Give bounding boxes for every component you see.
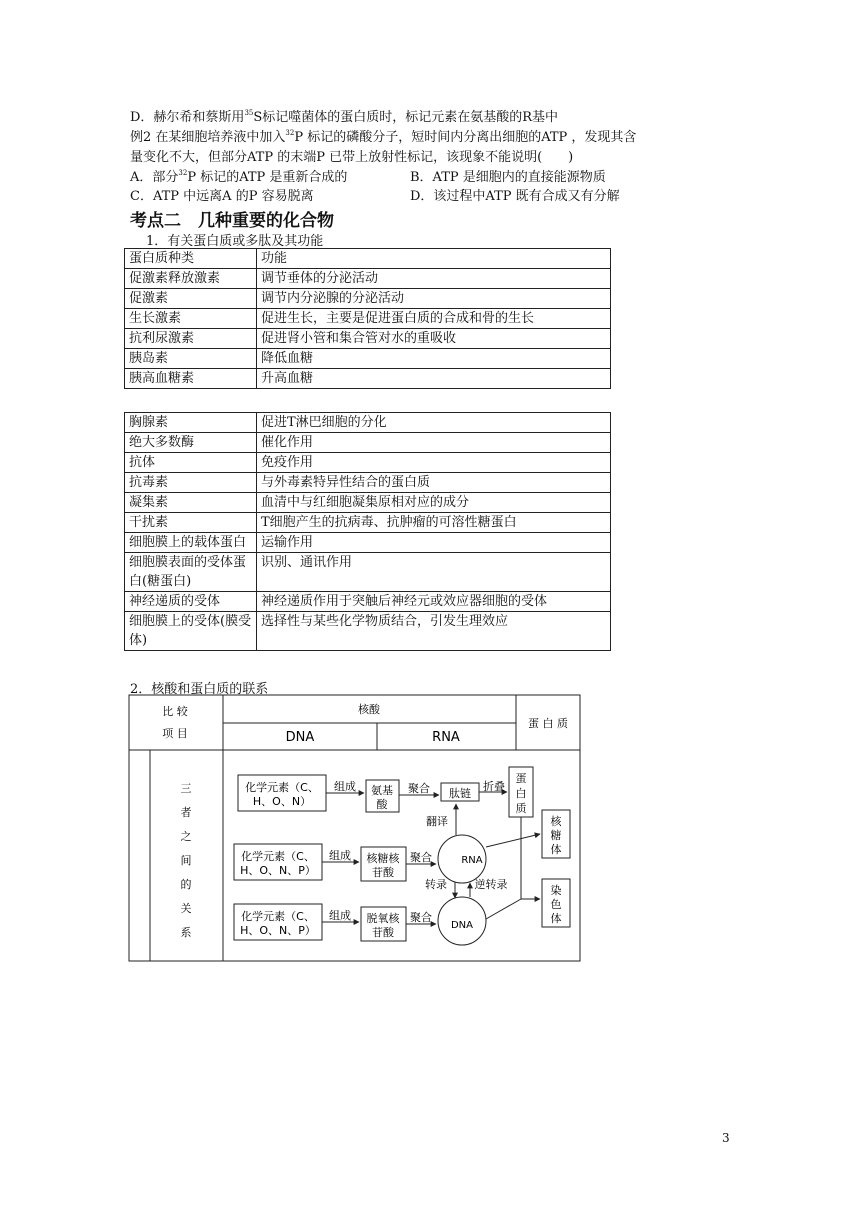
isotope-sup: 35 — [244, 109, 254, 117]
function-cell: 促进肾小管和集合管对水的重吸收 — [257, 329, 611, 349]
hdr-dna: DNA — [285, 730, 315, 745]
row2-elem-a: 化学元素（C、 — [241, 850, 315, 863]
protein-type-cell: 生长激素 — [125, 309, 257, 329]
hdr-compare-2: 项 目 — [162, 727, 188, 740]
table-row — [125, 309, 611, 329]
dna-label: DNA — [450, 920, 474, 931]
table-row — [125, 453, 611, 473]
table-row — [125, 553, 611, 592]
ribosome-char: 糖 — [550, 829, 562, 842]
row2-elem-b: H、O、N、P） — [240, 864, 316, 877]
protein-type-cell: 胰岛素 — [125, 349, 257, 369]
side-label-char: 者 — [180, 806, 192, 819]
table-row — [125, 513, 611, 533]
protein-type-cell: 绝大多数酶 — [125, 433, 257, 453]
function-cell: 促进T淋巴细胞的分化 — [257, 413, 611, 433]
protein-type-cell: 胸腺素 — [125, 413, 257, 433]
protein-char: 白 — [515, 787, 527, 800]
row1-elem-a: 化学元素（C、 — [245, 781, 319, 794]
section-title: 考点二 几种重要的化合物 — [130, 211, 334, 231]
chromosome-char: 色 — [550, 898, 562, 911]
row3-elem-b: H、O、N、P） — [240, 924, 316, 937]
hdr-rna: RNA — [432, 730, 460, 745]
rna-label: RNA — [461, 855, 483, 866]
reverse-label: 逆转录 — [474, 878, 508, 891]
protein-type-cell: 细胞膜上的载体蛋白 — [125, 533, 257, 553]
row3-elem-a: 化学元素（C、 — [241, 910, 315, 923]
subheading-2: 2．核酸和蛋白质的联系 — [130, 682, 269, 697]
protein-type-cell: 凝集素 — [125, 493, 257, 513]
option-b: B．ATP 是细胞内的直接能源物质 — [410, 170, 606, 185]
table-row — [125, 249, 611, 269]
protein-type-cell: 蛋白质种类 — [125, 249, 257, 269]
hdr-nucleic: 核酸 — [358, 703, 380, 716]
function-cell: 运输作用 — [257, 533, 611, 553]
function-cell: 催化作用 — [257, 433, 611, 453]
option-a — [130, 166, 347, 185]
chromosome-char: 体 — [550, 912, 562, 925]
function-cell: 与外毒素特异性结合的蛋白质 — [257, 473, 611, 493]
polymerize-label: 聚合 — [408, 782, 430, 795]
protein-type-cell: 促激素 — [125, 289, 257, 309]
compose-label: 组成 — [329, 849, 351, 862]
example2-line1 — [130, 126, 636, 145]
translate-label: 翻译 — [426, 815, 448, 828]
table-row — [125, 433, 611, 453]
question-d-text: D．赫尔希和蔡斯用 — [130, 110, 245, 125]
amino-b: 酸 — [376, 798, 388, 811]
function-cell: 识别、通讯作用 — [257, 553, 611, 592]
chromosome-char: 染 — [550, 884, 562, 897]
ex2-text: 例2 在某细胞培养液中加入 — [130, 130, 286, 145]
side-label-char: 的 — [180, 878, 192, 891]
table-row — [125, 533, 611, 553]
fold-label: 折叠 — [483, 780, 505, 793]
page-number: 3 — [722, 1131, 730, 1145]
side-label-char: 之 — [180, 830, 192, 843]
function-cell: 选择性与某些化学物质结合，引发生理效应 — [257, 612, 611, 651]
function-cell: 免疫作用 — [257, 453, 611, 473]
row1-elem-b: H、O、N） — [252, 795, 312, 808]
protein-type-cell: 抗利尿激素 — [125, 329, 257, 349]
deoxy-a: 脱氧核 — [366, 912, 400, 925]
function-cell: 功能 — [257, 249, 611, 269]
function-cell: 降低血糖 — [257, 349, 611, 369]
deoxy-b: 苷酸 — [372, 926, 394, 939]
polymerize-label: 聚合 — [410, 911, 432, 924]
table-row — [125, 473, 611, 493]
hdr-protein: 蛋 白 质 — [528, 717, 568, 730]
option-d: D．该过程中ATP 既有合成又有分解 — [410, 189, 620, 204]
protein-type-cell: 神经递质的受体 — [125, 592, 257, 612]
amino-a: 氨基 — [371, 784, 393, 797]
example2-line2: 量变化不大，但部分ATP 的末端P 已带上放射性标记，该现象不能说明( ) — [130, 150, 574, 165]
function-cell: 血清中与红细胞凝集原相对应的成分 — [257, 493, 611, 513]
ribo-b: 苷酸 — [372, 866, 394, 879]
protein-char: 蛋 — [515, 772, 527, 785]
protein-table-2 — [124, 412, 611, 651]
table-row — [125, 592, 611, 612]
table-row — [125, 369, 611, 389]
protein-table-1 — [124, 248, 611, 389]
function-cell: 调节内分泌腺的分泌活动 — [257, 289, 611, 309]
question-d-text2: S标记噬菌体的蛋白质时，标记元素在氨基酸的R基中 — [253, 110, 559, 125]
protein-type-cell: 促激素释放激素 — [125, 269, 257, 289]
function-cell: 神经递质作用于突触后神经元或效应器细胞的受体 — [257, 592, 611, 612]
isotope-sup: 32 — [178, 169, 188, 177]
transcribe-label: 转录 — [425, 878, 447, 891]
nucleic-protein-diagram — [128, 694, 583, 964]
table-row — [125, 493, 611, 513]
table-row — [125, 269, 611, 289]
table-row — [125, 349, 611, 369]
protein-char: 质 — [515, 802, 527, 815]
question-d — [130, 106, 558, 125]
option-c: C．ATP 中远离A 的P 容易脱离 — [130, 189, 314, 204]
ex2-text2: P 标记的磷酸分子，短时间内分离出细胞的ATP ，发现其含 — [294, 130, 637, 145]
subheading-1: 1．有关蛋白质或多肽及其功能 — [146, 234, 324, 249]
table-row — [125, 329, 611, 349]
side-label-char: 关 — [180, 902, 192, 915]
protein-type-cell: 胰高血糖素 — [125, 369, 257, 389]
function-cell: 调节垂体的分泌活动 — [257, 269, 611, 289]
protein-type-cell: 细胞膜上的受体(膜受体) — [125, 612, 257, 651]
function-cell: 升高血糖 — [257, 369, 611, 389]
ribosome-char: 体 — [550, 843, 562, 856]
side-label-char: 三 — [180, 782, 192, 795]
isotope-sup: 32 — [285, 129, 295, 137]
hdr-compare-1: 比 较 — [162, 705, 188, 718]
side-label-char: 系 — [180, 926, 192, 939]
compose-label: 组成 — [334, 780, 356, 793]
ribo-a: 核糖核 — [366, 852, 400, 865]
peptide-label: 肽链 — [449, 787, 471, 800]
table-row — [125, 413, 611, 433]
ribosome-char: 核 — [550, 815, 562, 828]
function-cell: T细胞产生的抗病毒、抗肿瘤的可溶性糖蛋白 — [257, 513, 611, 533]
protein-type-cell: 抗毒素 — [125, 473, 257, 493]
polymerize-label: 聚合 — [410, 851, 432, 864]
table-row — [125, 289, 611, 309]
protein-type-cell: 干扰素 — [125, 513, 257, 533]
function-cell: 促进生长，主要是促进蛋白质的合成和骨的生长 — [257, 309, 611, 329]
protein-type-cell: 抗体 — [125, 453, 257, 473]
option-a-text2: P 标记的ATP 是重新合成的 — [187, 170, 348, 185]
table-row — [125, 612, 611, 651]
side-label-char: 间 — [180, 854, 192, 867]
option-a-text: A．部分 — [130, 170, 179, 185]
compose-label: 组成 — [329, 909, 351, 922]
protein-type-cell: 细胞膜表面的受体蛋白(糖蛋白) — [125, 553, 257, 592]
